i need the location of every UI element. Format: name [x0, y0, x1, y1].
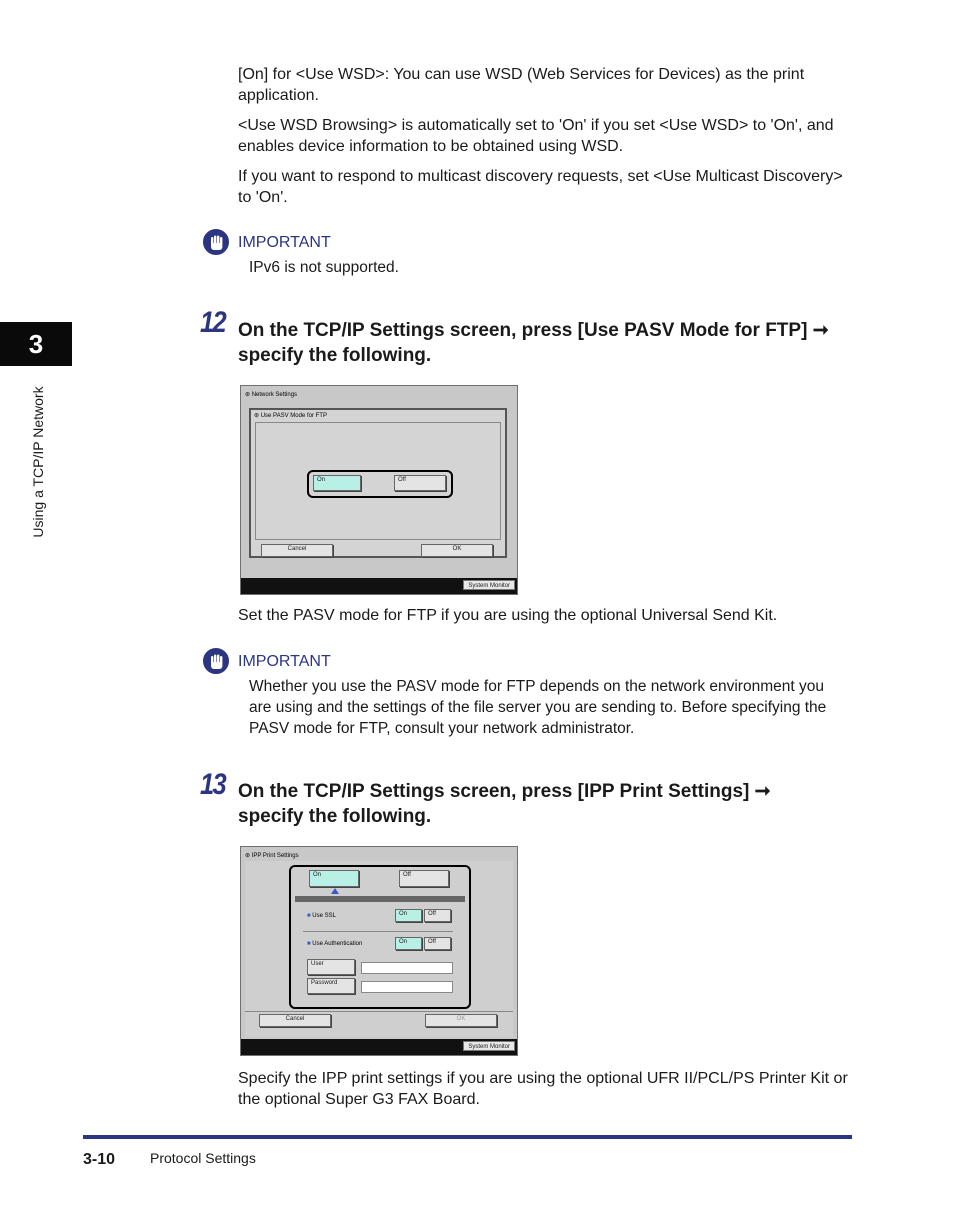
on-button[interactable]: On — [313, 475, 361, 491]
pasv-dialog — [249, 408, 507, 558]
use-auth-on-button[interactable]: On — [395, 937, 422, 950]
use-ssl-off-button[interactable]: Off — [424, 909, 451, 922]
step-title: On the TCP/IP Settings screen, press [IPP Print Settings] ➞ specify the following. — [238, 781, 771, 827]
footer-rule — [83, 1135, 852, 1139]
paragraph-wsd-browsing: <Use WSD Browsing> is automatically set to 'On' if you set <Use WSD> to 'On', and enables device information to be obtained using WSD. — [238, 117, 834, 155]
bullet-icon: ■ — [307, 913, 311, 919]
paragraph-use-wsd: [On] for <Use WSD>: You can use WSD (Web Services for Devices) as the print application. — [238, 66, 805, 104]
status-bar — [241, 578, 517, 594]
pasv-dialog-title: ⊛ Use PASV Mode for FTP — [254, 413, 327, 419]
ipp-off-button[interactable]: Off — [399, 870, 449, 887]
row-divider — [303, 931, 453, 932]
section-side-label: Using a TCP/IP Network — [30, 386, 46, 538]
important-label: IMPORTANT — [238, 653, 331, 670]
ok-button[interactable]: OK — [421, 544, 493, 557]
pasv-screen-image — [240, 385, 518, 595]
step-number: 12 — [200, 306, 225, 339]
page-number: 3-10 — [83, 1151, 116, 1168]
ipp-screen-image — [240, 846, 518, 1056]
use-auth-label: ■ Use Authentication — [307, 941, 363, 947]
ipp-dialog — [245, 861, 513, 1037]
dialog-icon: ⊛ — [254, 413, 260, 419]
ipp-on-button[interactable]: On — [309, 870, 359, 887]
paragraph-multicast: If you want to respond to multicast discovery requests, set <Use Multicast Discovery> to 'On'. — [238, 168, 843, 206]
settings-icon: ⊛ — [245, 853, 251, 859]
network-settings-title: ⊛ Network Settings — [245, 392, 298, 398]
important-text: IPv6 is not supported. — [249, 259, 399, 276]
important-hand-icon — [203, 229, 229, 255]
chapter-tab: 3 — [0, 322, 72, 366]
footer-divider — [245, 1011, 513, 1012]
off-button[interactable]: Off — [394, 475, 446, 491]
use-ssl-on-button[interactable]: On — [395, 909, 422, 922]
status-bar — [241, 1039, 517, 1055]
step-13-note: Specify the IPP print settings if you are using the optional UFR II/PCL/PS Printer Kit or the optional Super G3 FAX Board. — [238, 1070, 848, 1108]
user-button[interactable]: User — [307, 959, 355, 975]
use-ssl-label: ■ Use SSL — [307, 913, 336, 919]
user-field[interactable] — [361, 962, 453, 974]
system-monitor-button[interactable]: System Monitor — [463, 1041, 515, 1051]
section-divider — [295, 896, 465, 902]
password-field[interactable] — [361, 981, 453, 993]
cancel-button[interactable]: Cancel — [261, 544, 333, 557]
step-12-note: Set the PASV mode for FTP if you are using the optional Universal Send Kit. — [238, 607, 778, 624]
password-button[interactable]: Password — [307, 978, 355, 994]
settings-icon: ⊛ — [245, 392, 251, 398]
ipp-settings-title: ⊛ IPP Print Settings — [245, 853, 299, 859]
step-title: On the TCP/IP Settings screen, press [Use PASV Mode for FTP] ➞ specify the following. — [238, 320, 829, 366]
important-hand-icon — [203, 648, 229, 674]
use-auth-off-button[interactable]: Off — [424, 937, 451, 950]
footer-section: Protocol Settings — [150, 1150, 256, 1166]
step-number: 13 — [200, 768, 225, 801]
cancel-button[interactable]: Cancel — [259, 1014, 331, 1027]
bullet-icon: ■ — [307, 941, 311, 947]
expand-arrow-icon — [331, 888, 339, 894]
important-label: IMPORTANT — [238, 234, 331, 251]
important-text: Whether you use the PASV mode for FTP depends on the network environment you are using and the settings of the file server you are sending to. Before specifying the PASV mode for FTP, consult your network administrator. — [249, 678, 827, 737]
ok-button[interactable]: OK — [425, 1014, 497, 1027]
system-monitor-button[interactable]: System Monitor — [463, 580, 515, 590]
